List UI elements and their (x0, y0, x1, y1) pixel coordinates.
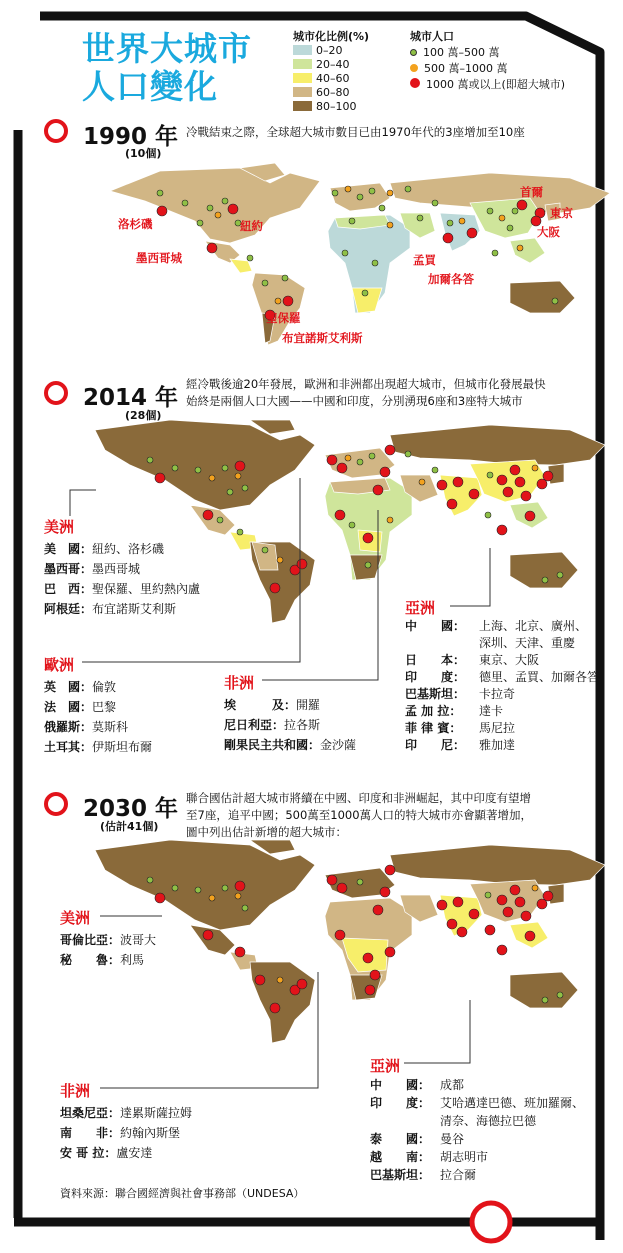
city-label-new-york: 紐約 (240, 219, 263, 233)
list-item: 孟 加 拉： 達卡 (405, 704, 504, 718)
legend-item-60-80: 60–80 (293, 86, 369, 100)
list-item: 哥倫比亞：波哥大 (60, 933, 157, 947)
list-item: 剛果民主共和國：金沙薩 (224, 738, 357, 752)
count-2014: (28個) (125, 409, 162, 422)
list-item: 清奈、海德拉巴德 (440, 1114, 537, 1128)
list-item: 越 南： 胡志明市 (370, 1150, 489, 1164)
description-2014-line1: 經冷戰後逾20年發展，歐洲和非洲都出現超大城市，但城市化發展最快 (186, 377, 546, 391)
list-item: 土耳其：伊斯坦布爾 (44, 740, 153, 754)
city-label-sao-paulo: 聖保羅 (266, 311, 301, 325)
list-item: 秘 魯：利馬 (60, 953, 145, 967)
legend-item-20-40: 20–40 (293, 58, 369, 72)
list-item: 印 度： 德里、孟買、加爾各答 (405, 670, 600, 684)
legend-item-0-20: 0–20 (293, 44, 369, 58)
europe-2014-heading: 歐洲 (44, 656, 75, 674)
description-2030-line1: 聯合國估計超大城市將續在中國、印度和非洲崛起，其中印度有望增 (186, 791, 531, 805)
africa-2030-heading: 非洲 (60, 1082, 91, 1100)
list-item: 巴基斯坦： 卡拉奇 (405, 687, 516, 701)
list-item: 法 國：巴黎 (44, 700, 117, 714)
list-item: 印 尼： 雅加達 (405, 738, 516, 752)
legend-pop-large: 1000 萬或以上(即超大城市) (410, 78, 565, 94)
city-label-tokyo: 東京 (550, 206, 573, 220)
source-note: 資料來源：聯合國經濟與社會事務部（UNDESA） (60, 1187, 305, 1200)
description-1990: 冷戰結束之際，全球超大城市數目已由1970年代的3座增加至10座 (186, 125, 525, 139)
count-2030: (估計41個) (100, 820, 159, 833)
year-2030: 2030 年 (83, 796, 179, 822)
list-item: 中 國： 上海、北京、廣州、 (405, 619, 588, 633)
list-item: 墨西哥：墨西哥城 (44, 562, 141, 576)
description-2030-line2: 至7座，追平中國；500萬至1000萬人口的特大城市亦會顯著增加， (186, 808, 533, 822)
list-item: 中 國： 成都 (370, 1078, 465, 1092)
population-legend-heading: 城市人口 (410, 30, 454, 43)
list-item: 南 非：約翰內斯堡 (60, 1126, 181, 1140)
americas-2014-heading: 美洲 (44, 518, 75, 536)
city-label-kolkata: 加爾各答 (428, 272, 474, 286)
list-item: 俄羅斯：莫斯科 (44, 720, 129, 734)
list-item: 埃 及：開羅 (224, 698, 321, 712)
list-item: 深圳、天津、重慶 (479, 636, 576, 650)
city-label-mexico-city: 墨西哥城 (136, 251, 182, 265)
africa-2030 (60, 1080, 192, 1163)
asia-2014-heading: 亞洲 (405, 599, 436, 617)
africa-2014-heading: 非洲 (224, 674, 255, 692)
list-item: 巴基斯坦： 拉合爾 (370, 1168, 477, 1182)
legend-pop-small: 100 萬–500 萬 (410, 46, 565, 62)
count-1990: (10個) (125, 147, 162, 160)
list-item: 菲 律 賓： 馬尼拉 (405, 721, 516, 735)
urbanization-legend-heading: 城市化比例(%) (293, 30, 370, 43)
city-label-mumbai: 孟買 (413, 253, 436, 267)
list-item: 印 度： 艾哈邁達巴德、班加羅爾、 (370, 1096, 585, 1110)
title-line-2: 人口變化 (82, 67, 218, 106)
city-label-seoul: 首爾 (520, 185, 543, 199)
description-2030-line3: 圖中列出估計新增的超大城市： (186, 825, 347, 839)
city-label-osaka: 大阪 (537, 225, 560, 239)
list-item: 巴 西：聖保羅、里約熱內盧 (44, 582, 201, 596)
legend-item-40-60: 40–60 (293, 72, 369, 86)
list-item: 美 國：紐約、洛杉磯 (44, 542, 165, 556)
list-item: 安 哥 拉：盧安達 (60, 1146, 153, 1160)
asia-2030-heading: 亞洲 (370, 1057, 401, 1075)
year-1990: 1990 年 (83, 124, 179, 150)
list-item: 尼日利亞：拉各斯 (224, 718, 321, 732)
americas-2030-heading: 美洲 (60, 909, 91, 927)
description-2014-line2: 始終是兩個人口大國——中國和印度，分別湧現6座和3座特大城市 (186, 394, 523, 408)
asia-2030 (370, 1055, 584, 1184)
city-label-los-angeles: 洛杉磯 (118, 217, 153, 231)
list-item: 泰 國： 曼谷 (370, 1132, 465, 1146)
list-item: 日 本： 東京、大阪 (405, 653, 540, 667)
list-item: 坦桑尼亞：達累斯薩拉姆 (60, 1106, 193, 1120)
americas-2030 (60, 907, 156, 970)
list-item: 英 國：倫敦 (44, 680, 117, 694)
legend-item-80-100: 80–100 (293, 100, 369, 114)
city-label-buenos-aires: 布宜諾斯艾利斯 (282, 331, 363, 345)
title-line-1: 世界大城市 (82, 29, 252, 68)
legend-pop-medium: 500 萬–1000 萬 (410, 62, 565, 78)
year-2014: 2014 年 (83, 385, 179, 411)
list-item: 阿根廷：布宜諾斯艾利斯 (44, 602, 177, 616)
